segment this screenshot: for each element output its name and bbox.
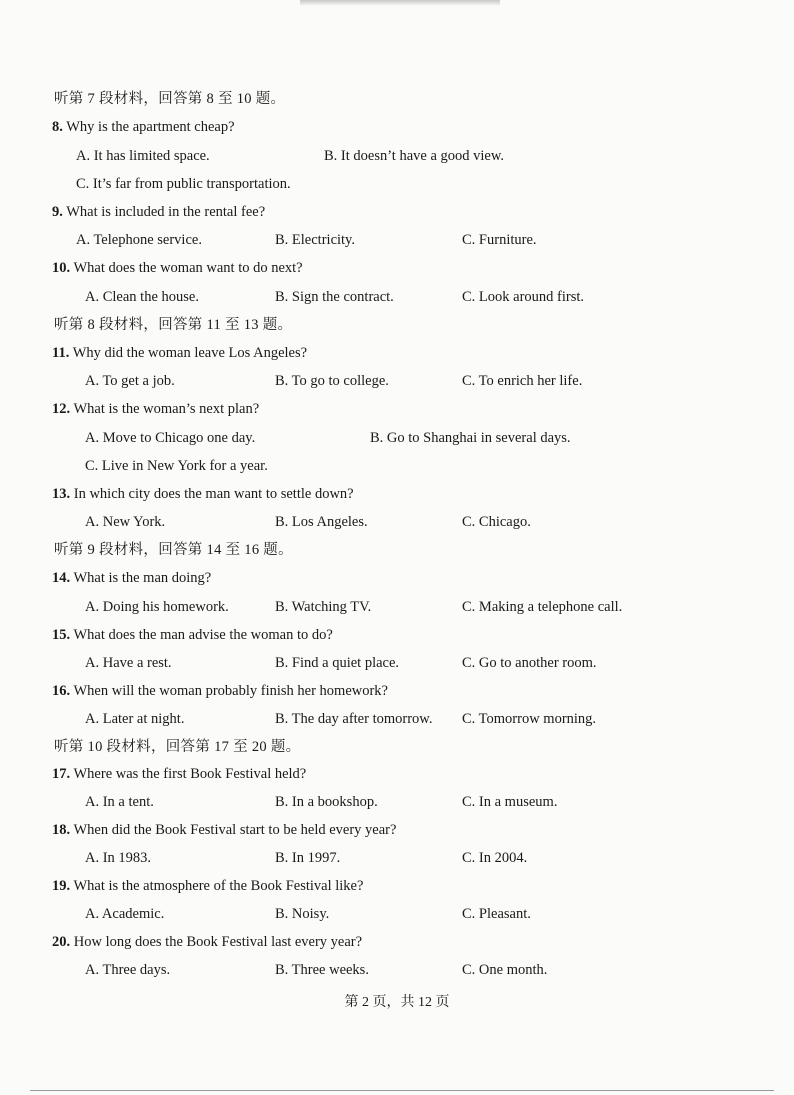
- question-number: 15.: [52, 627, 71, 643]
- question-number: 14.: [52, 570, 71, 586]
- option-b: B. Noisy.: [275, 906, 330, 922]
- question-text: Why is the apartment cheap?: [66, 119, 235, 135]
- option-b: B. To go to college.: [275, 373, 389, 389]
- question-8: [52, 118, 235, 136]
- question-18: [52, 821, 396, 839]
- option-c: C. Tomorrow morning.: [462, 711, 597, 727]
- option-c: C. In 2004.: [462, 850, 528, 866]
- option-c: C. Making a telephone call.: [462, 599, 623, 615]
- option-a: A. Three days.: [85, 962, 171, 978]
- option-a: A. Have a rest.: [85, 655, 172, 671]
- question-14: [52, 569, 211, 587]
- option-c: C. Pleasant.: [462, 906, 531, 922]
- section-heading: 听第 7 段材料，回答第 8 至 10 题。: [54, 91, 286, 107]
- question-text: Where was the first Book Festival held?: [73, 766, 307, 782]
- option-b: B. The day after tomorrow.: [275, 711, 433, 727]
- option-a: A. Clean the house.: [85, 289, 199, 305]
- question-10: [52, 259, 303, 277]
- option-c: C. Go to another room.: [462, 655, 597, 671]
- question-number: 18.: [52, 822, 71, 838]
- question-text: What is included in the rental fee?: [66, 204, 266, 220]
- question-number: 10.: [52, 260, 71, 276]
- question-number: 12.: [52, 401, 71, 417]
- option-a: A. It has limited space.: [76, 148, 210, 164]
- section-heading: 听第 9 段材料，回答第 14 至 16 题。: [54, 542, 293, 558]
- question-12: [52, 400, 259, 418]
- question-number: 9.: [52, 204, 63, 220]
- question-9: [52, 203, 265, 221]
- option-b: B. Find a quiet place.: [275, 655, 400, 671]
- option-a: A. In a tent.: [85, 794, 154, 810]
- question-11: [52, 344, 307, 362]
- question-text: When will the woman probably finish her homework?: [73, 683, 388, 699]
- question-16: [52, 682, 388, 700]
- bottom-divider: [30, 1090, 774, 1091]
- question-text: In which city does the man want to settle down?: [73, 486, 354, 502]
- option-c: C. Live in New York for a year.: [85, 458, 268, 474]
- option-c: C. In a museum.: [462, 794, 558, 810]
- option-b: B. In a bookshop.: [275, 794, 378, 810]
- option-a: A. To get a job.: [85, 373, 175, 389]
- question-text: What does the man advise the woman to do?: [73, 627, 333, 643]
- question-19: [52, 877, 363, 895]
- option-b: B. Go to Shanghai in several days.: [370, 430, 571, 446]
- question-17: [52, 765, 306, 783]
- section-heading: 听第 10 段材料，回答第 17 至 20 题。: [54, 739, 301, 755]
- question-text: What is the atmosphere of the Book Festival like?: [73, 878, 364, 894]
- option-c: C. Look around first.: [462, 289, 585, 305]
- question-number: 16.: [52, 683, 71, 699]
- question-text: Why did the woman leave Los Angeles?: [72, 345, 308, 361]
- question-number: 11.: [52, 345, 70, 361]
- question-text: What is the woman’s next plan?: [73, 401, 260, 417]
- question-number: 17.: [52, 766, 71, 782]
- page-number-footer: 第 2 页，共 12 页: [344, 995, 450, 1010]
- option-c: C. Furniture.: [462, 232, 537, 248]
- option-a: A. Telephone service.: [76, 232, 202, 248]
- option-c: C. Chicago.: [462, 514, 531, 530]
- option-b: B. Sign the contract.: [275, 289, 394, 305]
- question-number: 13.: [52, 486, 71, 502]
- question-number: 8.: [52, 119, 63, 135]
- question-text: How long does the Book Festival last every year?: [73, 934, 363, 950]
- option-c: C. To enrich her life.: [462, 373, 583, 389]
- option-b: B. Watching TV.: [275, 599, 372, 615]
- question-text: When did the Book Festival start to be held every year?: [73, 822, 397, 838]
- question-number: 19.: [52, 878, 71, 894]
- option-a: A. Later at night.: [85, 711, 185, 727]
- option-c: C. One month.: [462, 962, 548, 978]
- option-b: B. Three weeks.: [275, 962, 369, 978]
- option-a: A. Move to Chicago one day.: [85, 430, 256, 446]
- option-c: C. It’s far from public transportation.: [76, 176, 291, 192]
- section-heading: 听第 8 段材料，回答第 11 至 13 题。: [54, 317, 293, 333]
- question-text: What is the man doing?: [73, 570, 212, 586]
- option-a: A. In 1983.: [85, 850, 152, 866]
- question-number: 20.: [52, 934, 71, 950]
- option-a: A. New York.: [85, 514, 166, 530]
- option-b: B. It doesn’t have a good view.: [324, 148, 505, 164]
- question-15: [52, 626, 333, 644]
- option-b: B. Electricity.: [275, 232, 355, 248]
- option-b: B. In 1997.: [275, 850, 341, 866]
- option-a: A. Doing his homework.: [85, 599, 229, 615]
- question-text: What does the woman want to do next?: [73, 260, 303, 276]
- option-a: A. Academic.: [85, 906, 165, 922]
- scan-header-smudge: [300, 0, 500, 6]
- question-20: [52, 933, 362, 951]
- question-13: [52, 485, 354, 503]
- option-b: B. Los Angeles.: [275, 514, 368, 530]
